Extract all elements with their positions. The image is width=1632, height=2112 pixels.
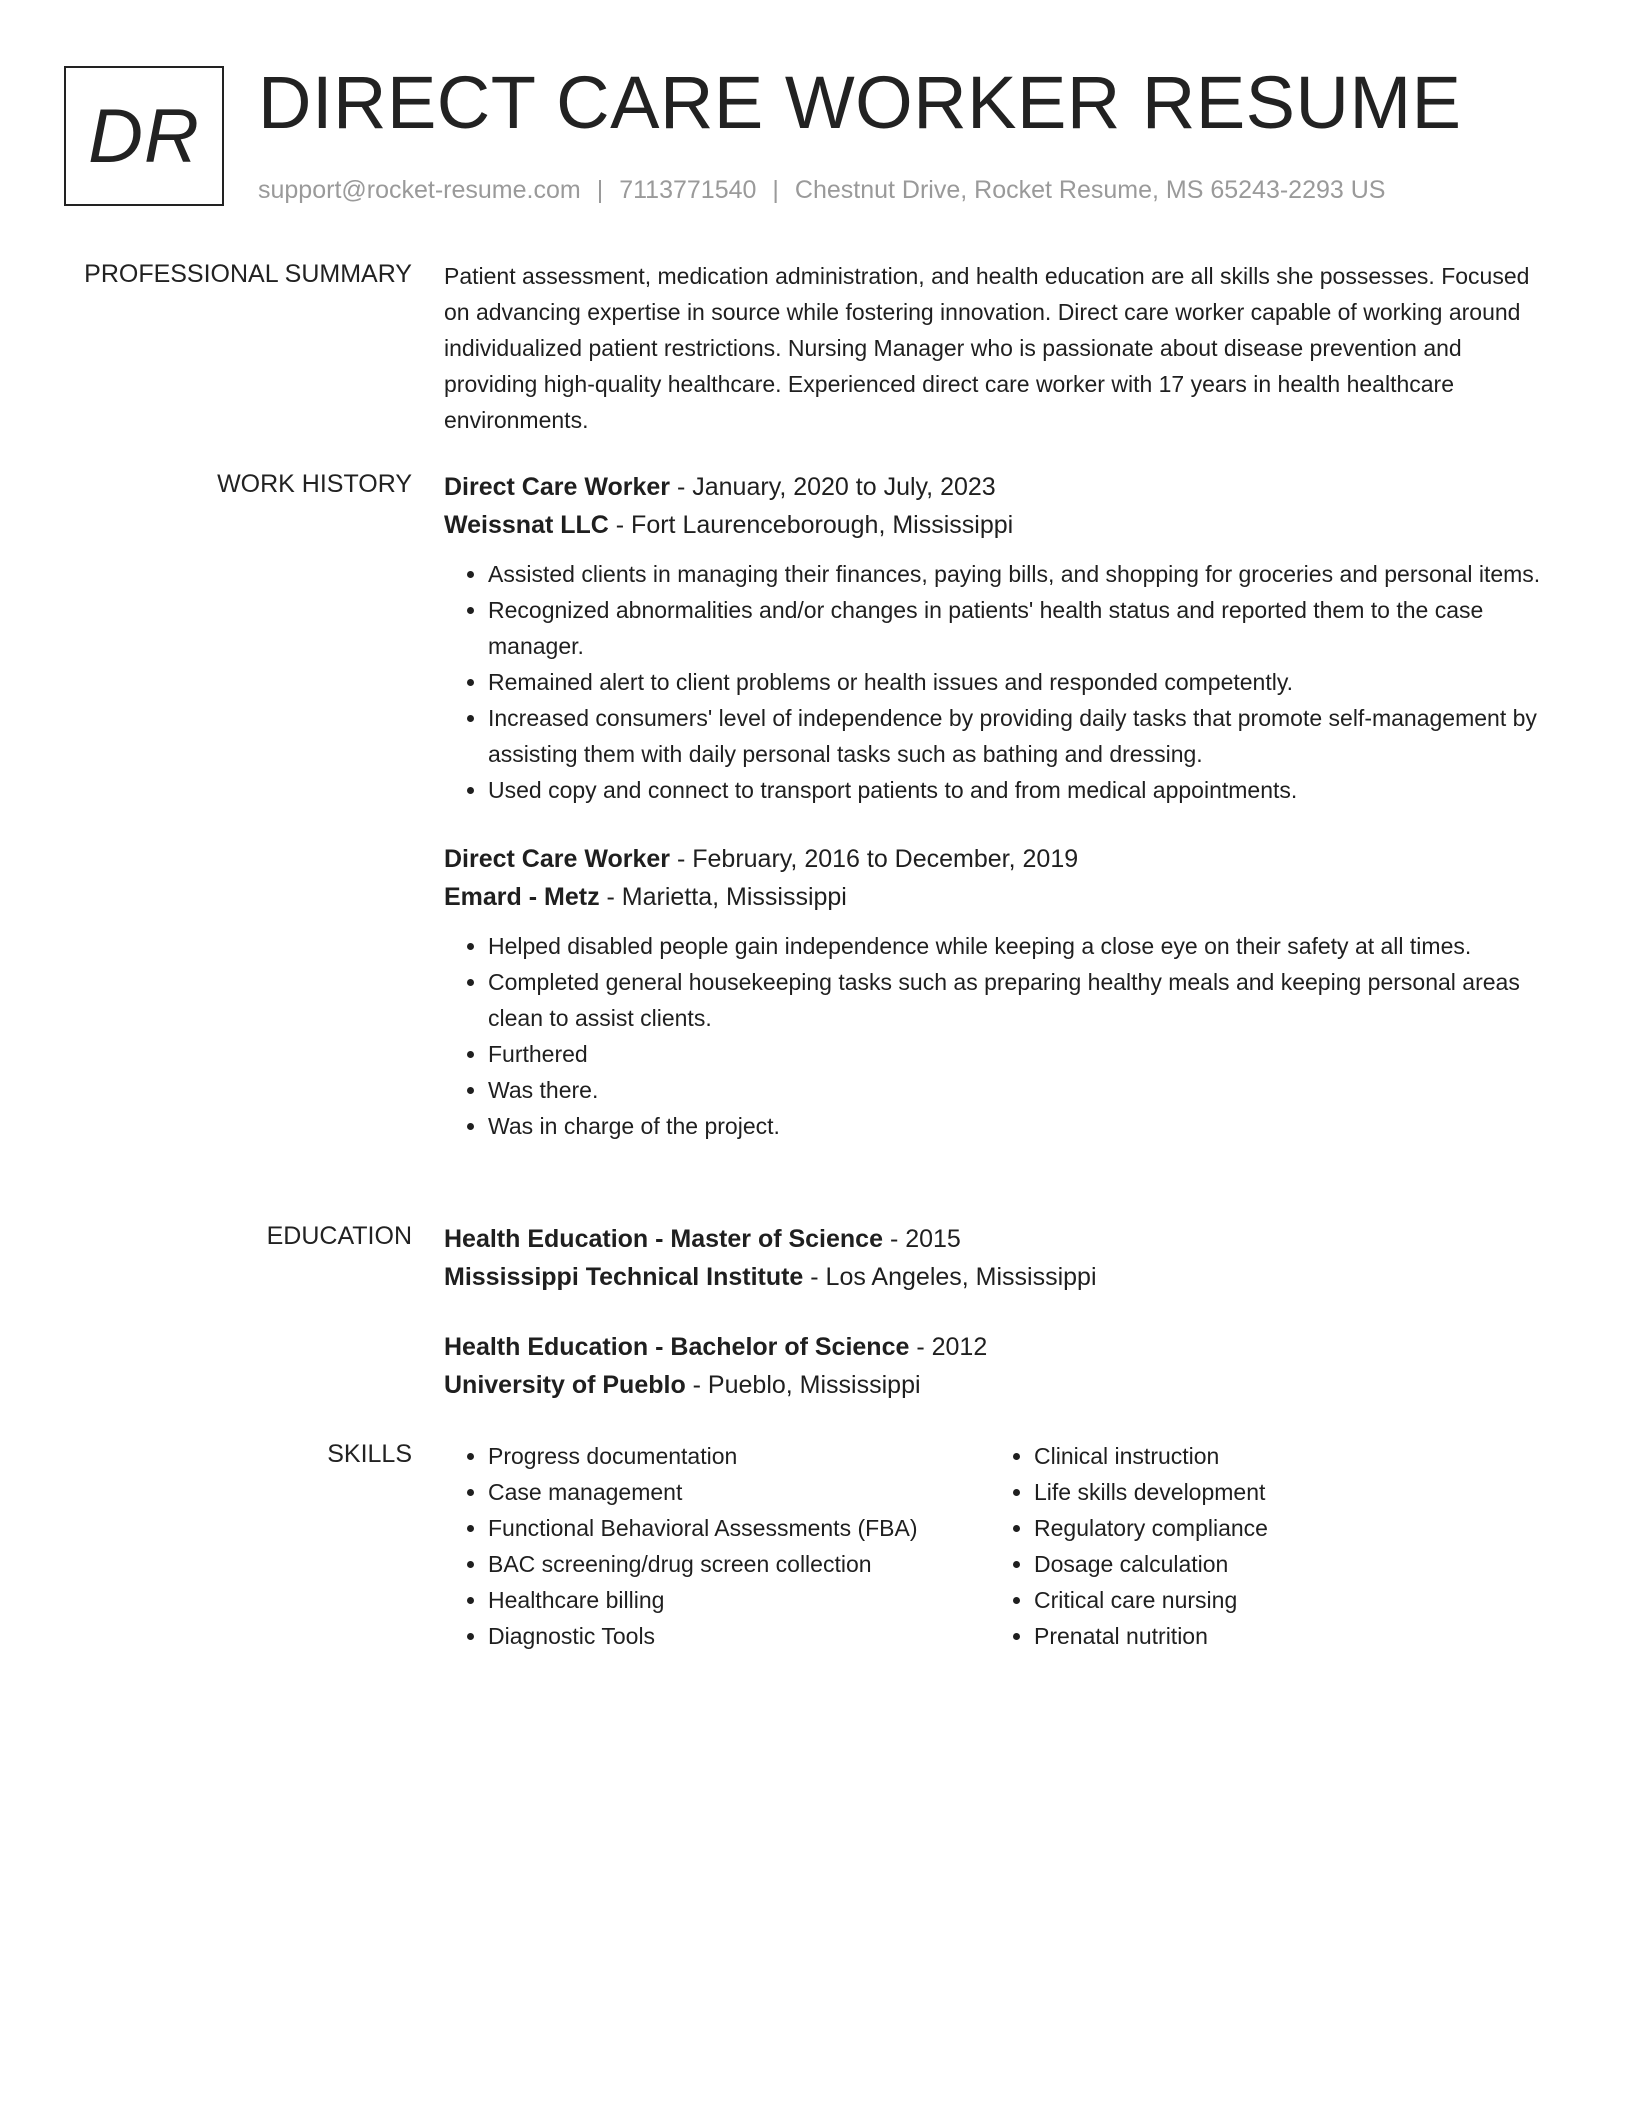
list-item: • Used copy and connect to transport patients to and from medical appointments. <box>488 772 1554 808</box>
list-item: • Case management <box>488 1474 990 1510</box>
section-label-education: EDUCATION <box>266 1222 412 1250</box>
job-company: Weissnat LLC <box>444 511 609 539</box>
list-item: • Increased consumers' level of independence by providing daily tasks that promote self-management by assisting them with daily personal tasks such as bathing and dressing. <box>488 700 1554 772</box>
job-company-line <box>444 878 1554 916</box>
job-company-line <box>444 506 1554 544</box>
list-item: • Helped disabled people gain independence while keeping a close eye on their safety at all times. <box>488 928 1554 964</box>
list-item: • Completed general housekeeping tasks such as preparing healthy meals and keeping personal areas clean to assist clients. <box>488 964 1554 1036</box>
degree-line <box>444 1220 1554 1258</box>
education-body <box>444 1220 1554 1404</box>
school: Mississippi Technical Institute <box>444 1263 804 1291</box>
degree: Health Education - Master of Science <box>444 1225 883 1253</box>
contact-separator: | <box>596 176 604 204</box>
job-entry <box>444 840 1554 1144</box>
school-location: - Los Angeles, Mississippi <box>803 1263 1097 1291</box>
job-title: Direct Care Worker <box>444 473 671 501</box>
contact-line <box>258 174 1385 206</box>
monogram: DR <box>64 66 224 206</box>
skills-column-left <box>444 1438 990 1654</box>
list-item: • Critical care nursing <box>1034 1582 1536 1618</box>
page-title: DIRECT CARE WORKER RESUME <box>258 61 1462 144</box>
list-item: • Clinical instruction <box>1034 1438 1536 1474</box>
section-label-summary: PROFESSIONAL SUMMARY <box>84 260 412 288</box>
list-item: • Functional Behavioral Assessments (FBA) <box>488 1510 990 1546</box>
skills-body <box>444 1438 1554 1654</box>
list-item: • Assisted clients in managing their finances, paying bills, and shopping for groceries and personal items. <box>488 556 1554 592</box>
work-body <box>444 468 1554 1144</box>
job-dates: - January, 2020 to July, 2023 <box>670 473 996 501</box>
contact-separator: | <box>772 176 779 204</box>
list-item: • Was in charge of the project. <box>488 1108 1554 1144</box>
school-line <box>444 1258 1554 1296</box>
section-label-skills: SKILLS <box>327 1440 412 1468</box>
summary-body <box>444 258 1554 438</box>
contact-phone: 7113771540 <box>619 176 757 204</box>
skills-list <box>990 1438 1536 1654</box>
list-item: • Prenatal nutrition <box>1034 1618 1536 1654</box>
school-location: - Pueblo, Mississippi <box>685 1371 921 1399</box>
contact-address: Chestnut Drive, Rocket Resume, MS 65243-2293 US <box>794 176 1386 204</box>
education-entry <box>444 1220 1554 1296</box>
section-label-work: WORK HISTORY <box>217 470 412 498</box>
job-bullets <box>444 556 1554 808</box>
school-line <box>444 1366 1554 1404</box>
degree-line <box>444 1328 1554 1366</box>
degree-year: - 2015 <box>883 1225 961 1253</box>
skills-grid <box>444 1438 1554 1654</box>
summary-text: Patient assessment, medication administration, and health education are all skills she possesses. Focused on advancing expertise in source while fostering innovation. Direct care worker capable of working around individualized patient restrictions. Nursing Manager who is passionate about disease prevention and providing high-quality healthcare. Experienced direct care worker with 17 years in health healthcare environments. <box>444 263 1530 433</box>
list-item: • Recognized abnormalities and/or changes in patients' health status and reported them to the case manager. <box>488 592 1554 664</box>
list-item: • Was there. <box>488 1072 1554 1108</box>
list-item: • Progress documentation <box>488 1438 990 1474</box>
job-title-line <box>444 468 1554 506</box>
job-title-line <box>444 840 1554 878</box>
job-company: Emard - Metz <box>444 883 600 911</box>
job-title: Direct Care Worker <box>444 845 671 873</box>
list-item: • Furthered <box>488 1036 1554 1072</box>
job-bullets <box>444 928 1554 1144</box>
list-item: • Life skills development <box>1034 1474 1536 1510</box>
contact-email: support@rocket-resume.com <box>258 176 581 204</box>
school: University of Pueblo <box>444 1371 686 1399</box>
list-item: • Remained alert to client problems or health issues and responded competently. <box>488 664 1554 700</box>
list-item: • BAC screening/drug screen collection <box>488 1546 990 1582</box>
list-item: • Dosage calculation <box>1034 1546 1536 1582</box>
degree-year: - 2012 <box>909 1333 988 1361</box>
job-entry <box>444 468 1554 808</box>
education-entry <box>444 1328 1554 1404</box>
job-dates: - February, 2016 to December, 2019 <box>670 845 1079 873</box>
list-item: • Diagnostic Tools <box>488 1618 990 1654</box>
job-location: - Fort Laurenceborough, Mississippi <box>608 511 1014 539</box>
skills-list <box>444 1438 990 1654</box>
job-location: - Marietta, Mississippi <box>599 883 847 911</box>
list-item: • Healthcare billing <box>488 1582 990 1618</box>
list-item: • Regulatory compliance <box>1034 1510 1536 1546</box>
skills-column-right <box>990 1438 1536 1654</box>
degree: Health Education - Bachelor of Science <box>444 1333 910 1361</box>
